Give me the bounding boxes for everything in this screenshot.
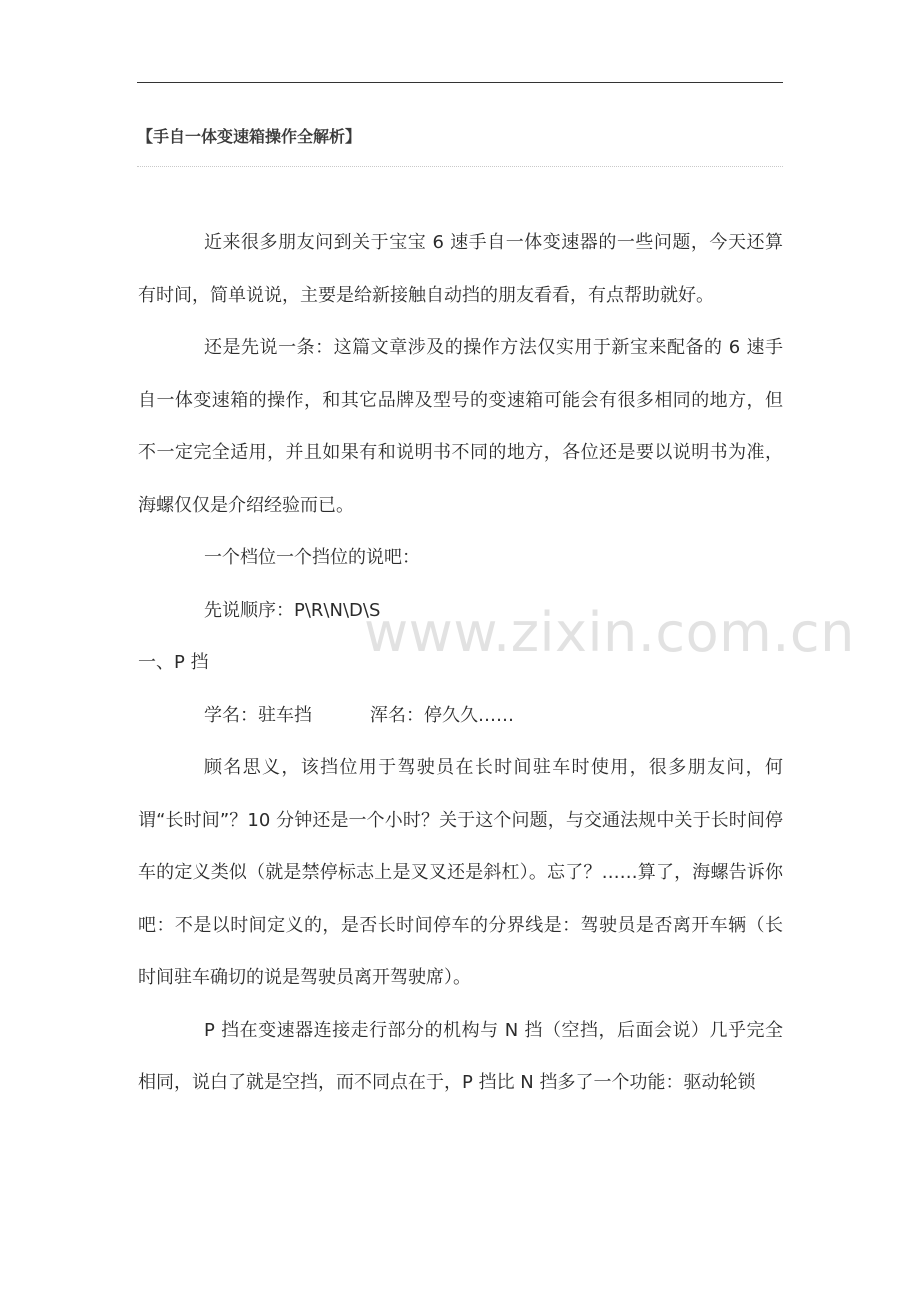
paragraph-intro: 近来很多朋友问到关于宝宝 6 速手自一体变速器的一些问题，今天还算有时间，简单说说，主要是给新接触自动挡的朋友看看，有点帮助就好。	[138, 232, 783, 306]
document-title: 【手自一体变速箱操作全解析】	[137, 127, 362, 146]
paragraph-p-gear-mechanism: P 挡在变速器连接走行部分的机构与 N 挡（空挡，后面会说）几乎完全相同，说白了就是空挡，而不同点在于，P 挡比 N 挡多了一个功能：驱动轮锁	[138, 1019, 783, 1093]
top-rule	[137, 82, 783, 83]
document-body	[138, 217, 783, 1110]
paragraph-disclaimer: 还是先说一条：这篇文章涉及的操作方法仅实用于新宝来配备的 6 速手自一体变速箱的操作，和其它品牌及型号的变速箱可能会有很多相同的地方，但不一定完全适用，并且如果有和说明书不同的地方，各位还是要以说明书为准，海螺仅仅是介绍经验而已。	[138, 337, 783, 516]
term-scientific-name: 学名：驻车挡	[204, 704, 312, 726]
paragraph-gear-by-gear: 一个档位一个挡位的说吧：	[204, 547, 420, 568]
title-divider	[137, 166, 783, 167]
paragraph-order: 先说顺序：P\R\N\D\S	[204, 599, 381, 621]
watermark: www.zixin.com.cn	[364, 601, 855, 664]
paragraph-gear-names	[138, 690, 783, 743]
section-heading-p-gear: 一、P 挡	[138, 652, 209, 673]
paragraph-p-gear-usage: 顾名思义，该挡位用于驾驶员在长时间驻车时使用，很多朋友问，何谓“长时间”？10 分钟还是一个小时？关于这个问题，与交通法规中关于长时间停车的定义类似（就是禁停标志上是叉叉还是斜杠）。忘了？……算了，海螺告诉你吧：不是以时间定义的，是否长时间停车的分界线是：驾驶员是否离开车辆（长时间驻车确切的说是驾驶员离开驾驶席）。	[138, 757, 783, 988]
term-nickname: 浑名：停久久……	[370, 704, 514, 726]
